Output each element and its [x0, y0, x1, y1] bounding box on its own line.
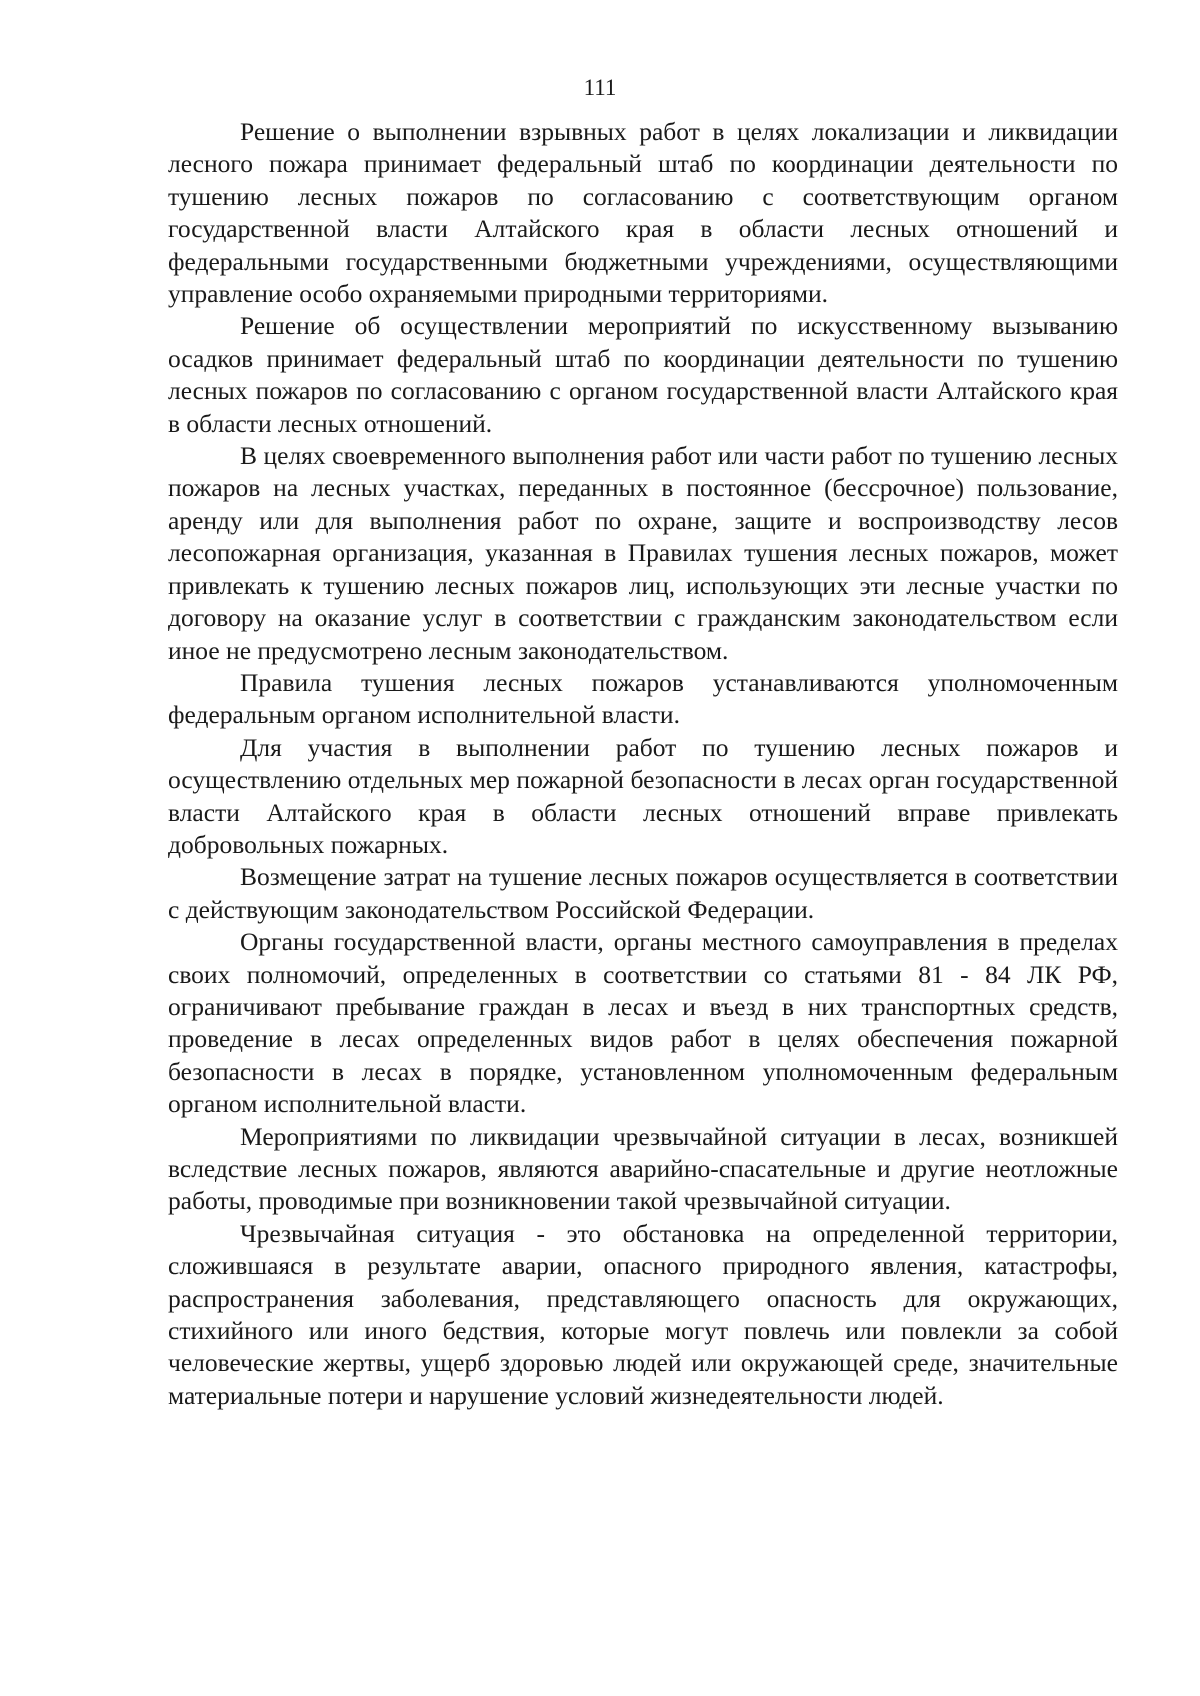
paragraph-timely-works: В целях своевременного выполнения работ или части работ по тушению лесных пожаров на лесных участках, переданных в постоянное (бессрочное) пользование, аренду или для выполнения работ по охране, защите и воспроизводству лесов лесопожарная организация, указанная в Правилах тушения лесных пожаров, может привлекать к тушению лесных пожаров лиц, использующих эти лесные участки по договору на оказание услуг в соответствии с гражданским законодательством если иное не предусмотрено лесным законодательством. [168, 441, 1118, 665]
paragraph-explosive-works: Решение о выполнении взрывных работ в целях локализации и ликвидации лесного пожара принимает федеральный штаб по координации деятельности по тушению лесных пожаров по согласованию с соответствующим органом государственной власти Алтайского края в области лесных отношений и федеральными государственными бюджетными учреждениями, осуществляющими управление особо охраняемыми природными территориями. [168, 117, 1118, 309]
paragraph-emergency-measures: Мероприятиями по ликвидации чрезвычайной ситуации в лесах, возникшей вследствие лесных пожаров, являются аварийно-спасательные и другие неотложные работы, проводимые при возникновении такой чрезвычайной ситуации. [168, 1121, 1118, 1216]
paragraph-access-restrictions: Органы государственной власти, органы местного самоуправления в пределах своих полномочий, определенных в соответствии со статьями 81 - 84 ЛК РФ, ограничивают пребывание граждан в лесах и въезд в них транспортных средств, проведение в лесах определенных видов работ в целях обеспечения пожарной безопасности в лесах в порядке, установленном уполномоченным федеральным органом исполнительной власти. [168, 927, 1118, 1119]
paragraph-firefighting-rules: Правила тушения лесных пожаров устанавливаются уполномоченным федеральным органом исполнительной власти. [168, 667, 1118, 730]
page-number: 111 [583, 75, 617, 100]
paragraph-artificial-precipitation: Решение об осуществлении мероприятий по искусственному вызыванию осадков принимает федеральный штаб по координации деятельности по тушению лесных пожаров по согласованию с органом государственной власти Алтайского края в области лесных отношений. [168, 311, 1118, 438]
paragraph-cost-reimbursement: Возмещение затрат на тушение лесных пожаров осуществляется в соответствии с действующим законодательством Российской Федерации. [168, 862, 1118, 924]
paragraph-emergency-definition: Чрезвычайная ситуация - это обстановка на определенной территории, сложившаяся в результате аварии, опасного природного явления, катастрофы, распространения заболевания, представляющего опасность для окружающих, стихийного или иного бедствия, которые могут повлечь или повлекли за собой человеческие жертвы, ущерб здоровью людей или окружающей среде, значительные материальные потери и нарушение условий жизнедеятельности людей. [168, 1218, 1118, 1410]
document-body [168, 116, 1118, 1412]
paragraph-volunteer-firefighters: Для участия в выполнении работ по тушению лесных пожаров и осуществлению отдельных мер пожарной безопасности в лесах орган государственной власти Алтайского края в области лесных отношений вправе привлекать добровольных пожарных. [168, 732, 1118, 859]
